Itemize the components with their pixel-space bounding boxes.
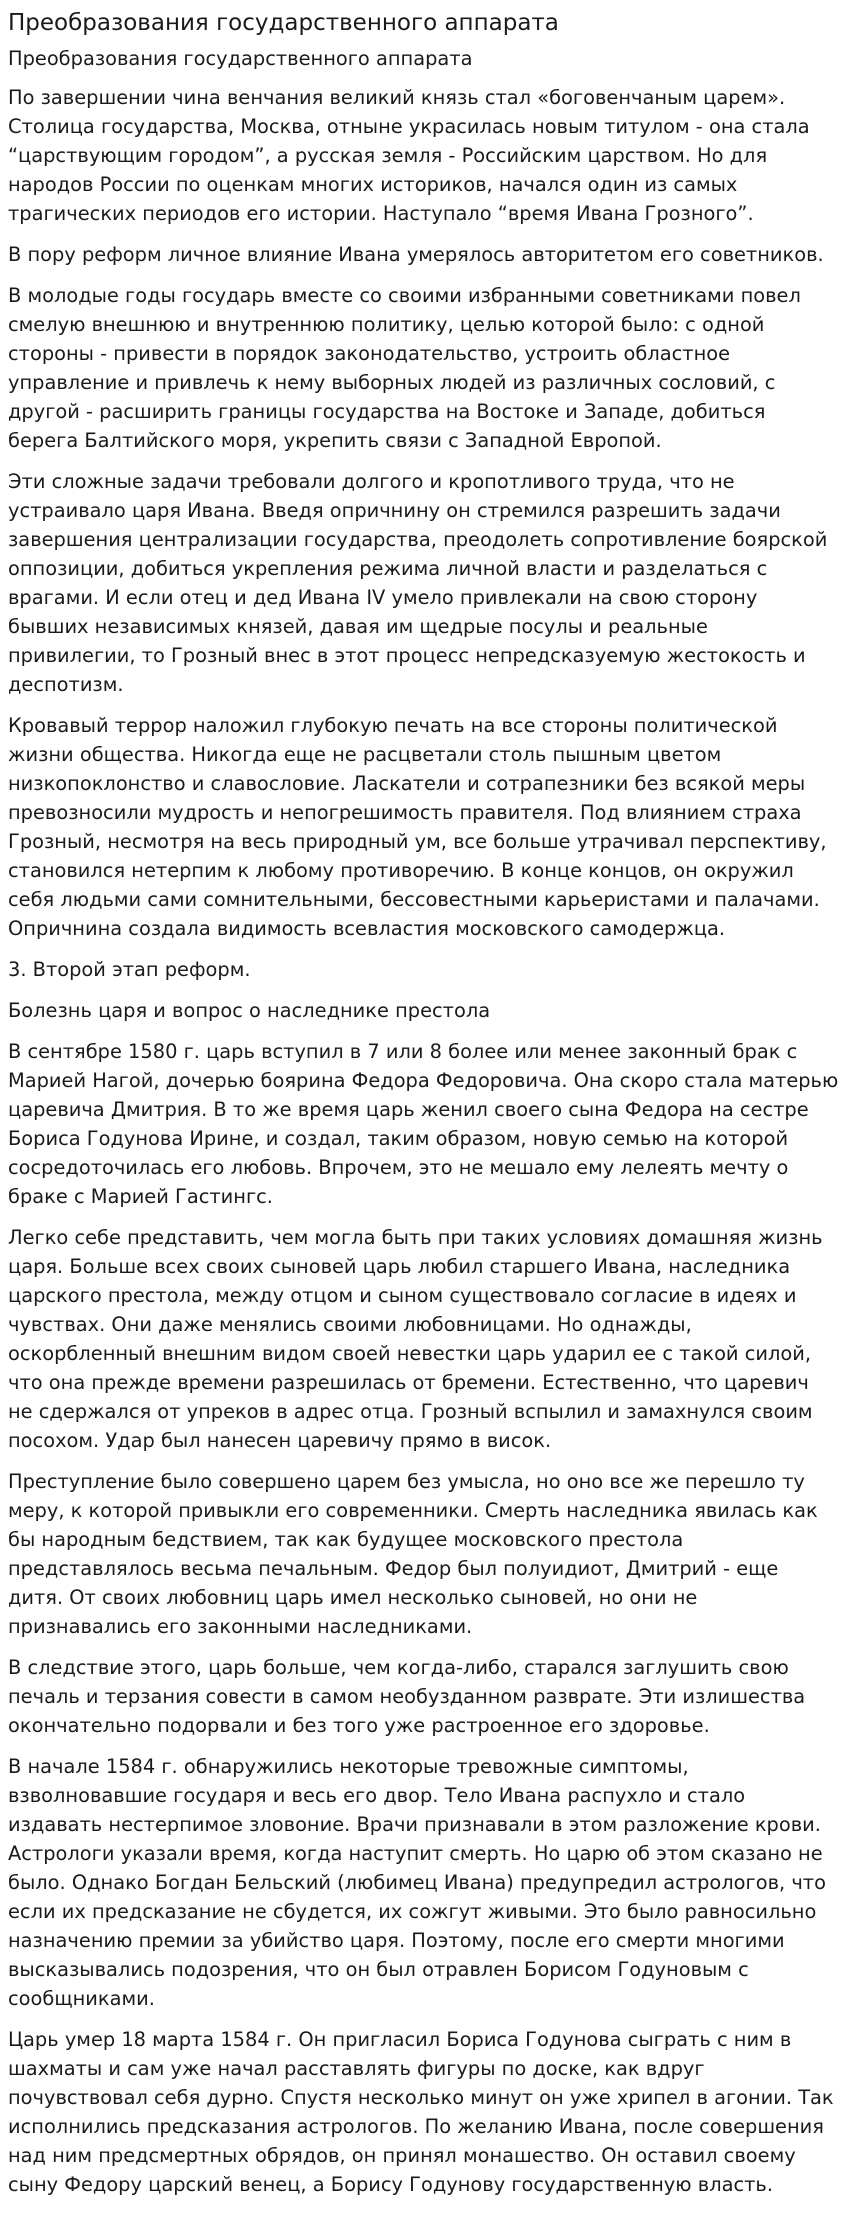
paragraph-marriage: В сентябре 1580 г. царь вступил в 7 или 8 более или менее законный брак с Марией Нагой, дочерью боярина Федора Федоровича. Она скоро стала матерью царевича Дмитрия. В то же время царь женил своего сына Федора на сестре Бориса Годунова Ирине, и создал, таким образом, новую семью на которой сосредоточилась его любовь. Впрочем, это не мешало ему лелеять мечту о браке с Марией Гастингс.: [8, 1040, 839, 1208]
paragraph-advisors-influence: В пору реформ личное влияние Ивана умерялось авторитетом его советников.: [8, 243, 824, 266]
paragraph-family-life: Легко себе представить, чем могла быть при таких условиях домашняя жизнь царя. Больше всех своих сыновей царь любил старшего Ивана, наследника царского престола, между отцом и сыном существовало согласие в идеях и чувствах. Они даже менялись своими любовницами. Но однажды, оскорбленный внешним видом своей невестки царь ударил ее с такой силой, что она прежде времени разрешилась от бремени. Естественно, что царевич не сдержался от упреков в адрес отца. Грозный вспылил и замахнулся своим посохом. Удар был нанесен царевичу прямо в висок.: [8, 1226, 823, 1452]
section-heading-second-stage: 3. Второй этап реформ.: [8, 958, 251, 981]
paragraph-death: Царь умер 18 марта 1584 г. Он пригласил Бориса Годунова сыграть с ним в шахматы и сам уже начал расставлять фигуры по доске, как вдруг почувствовал себя дурно. Спустя несколько минут он уже хрипел в агонии. Так исполнились предсказания астрологов. По желанию Ивана, после совершения над ним предсмертных обрядов, он принял монашество. Он оставил своему сыну Федору царский венец, а Борису Годунову государственную власть.: [8, 2028, 834, 2196]
paragraph-consequence: В следствие этого, царь больше, чем когда-либо, старался заглушить свою печаль и терзания совести в самом необузданном разврате. Эти излишества окончательно подорвали и без того уже растроенное его здоровье.: [8, 1656, 806, 1737]
paragraph-coronation: По завершении чина венчания великий князь стал «боговенчаным царем». Столица государства, Москва, отныне украсилась новым титулом - она стала “царствующим городом”, а русская земля - Российским царством. Но для народов России по оценкам многих историков, начался один из самых трагических периодов его истории. Наступало “время Ивана Грозного”.: [8, 86, 810, 225]
paragraph-oprichnina: Эти сложные задачи требовали долгого и кропотливого труда, что не устраивало царя Ивана. Введя опричнину он стремился разрешить задачи завершения централизации государства, преодолеть сопротивление боярской оппозиции, добиться укрепления режима личной власти и разделаться с врагами. И если отец и дед Ивана IV умело привлекали на свою сторону бывших независимых князей, давая им щедрые посулы и реальные привилегии, то Грозный внес в этот процесс непредсказуемую жестокость и деспотизм.: [8, 470, 828, 696]
paragraph-terror: Кровавый террор наложил глубокую печать на все стороны политической жизни общества. Никогда еще не расцветали столь пышным цветом низкопоклонство и славословие. Ласкатели и сотрапезники без всякой меры превозносили мудрость и непогрешимость правителя. Под влиянием страха Грозный, несмотря на весь природный ум, все больше утрачивал перспективу, становился нетерпим к любому противоречию. В конце концов, он окружил себя людьми сами сомнительными, бессовестными карьеристами и палачами. Опричнина создала видимость всевластия московского самодержца.: [8, 714, 827, 940]
page-subtitle: Преобразования государственного аппарата: [8, 47, 473, 70]
page-title: Преобразования государственного аппарата: [8, 10, 559, 36]
paragraph-early-policy: В молодые годы государь вместе со своими избранными советниками повел смелую внешнюю и внутреннюю политику, целью которой было: с одной стороны - привести в порядок законодательство, устроить областное управление и привлечь к нему выборных людей из различных сословий, с другой - расширить границы государства на Востоке и Западе, добиться берега Балтийского моря, укрепить связи с Западной Европой.: [8, 284, 801, 452]
paragraph-symptoms: В начале 1584 г. обнаружились некоторые тревожные симптомы, взволновавшие государя и весь его двор. Тело Ивана распухло и стало издавать нестерпимое зловоние. Врачи признавали в этом разложение крови. Астрологи указали время, когда наступит смерть. Но царю об этом сказано не было. Однако Богдан Бельский (любимец Ивана) предупредил астрологов, что если их предсказание не сбудется, их сожгут живыми. Это было равносильно назначению премии за убийство царя. Поэтому, после его смерти многими высказывались подозрения, что он был отравлен Борисом Годуновым с сообщниками.: [8, 1755, 826, 2010]
paragraph-crime: Преступление было совершено царем без умысла, но оно все же перешло ту меру, к которой привыкли его современники. Смерть наследника явилась как бы народным бедствием, так как будущее московского престола представлялось весьма печальным. Федор был полуидиот, Дмитрий - еще дитя. От своих любовниц царь имел несколько сыновей, но они не признавались его законными наследниками.: [8, 1470, 818, 1638]
section-heading-illness: Болезнь царя и вопрос о наследнике престола: [8, 999, 491, 1022]
